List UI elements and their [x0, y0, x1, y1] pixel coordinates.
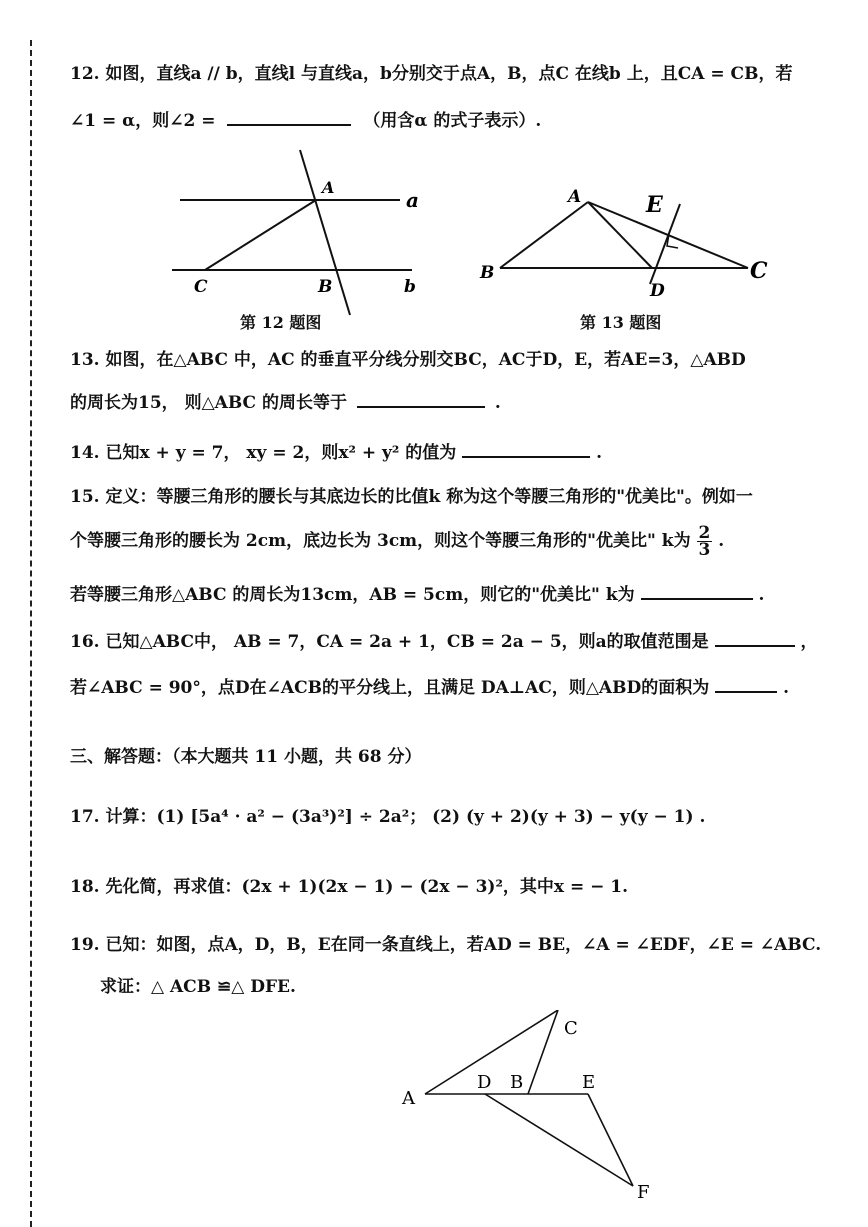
q15-frac-denominator: 3 [698, 540, 711, 560]
q19-label-A: A [402, 1088, 415, 1109]
q19-figure [390, 1010, 670, 1210]
q12-line2 [70, 106, 541, 133]
q13-line2-pre: 的周长为15， 则△ABC 的周长等于 [70, 393, 347, 413]
q13-answer-blank[interactable] [357, 388, 485, 408]
q16-line1-pre: 16. 已知△ABC中， AB = 7，CA = 2a + 1，CB = 2a − 5，则a的取值范围是 [70, 632, 709, 652]
q13-label-E: E [646, 192, 663, 218]
binding-margin-line [30, 40, 32, 1227]
q19-label-E: E [582, 1072, 596, 1093]
q19-label-C: C [564, 1018, 578, 1039]
q16-line1 [70, 627, 818, 654]
q12-caption: 第 12 题图 [240, 313, 322, 332]
q16-line1-post: ， [800, 632, 818, 652]
q15-line2-post: . [718, 531, 725, 551]
q13-label-B: B [480, 263, 495, 283]
q16-answer-blank-2[interactable] [715, 673, 777, 693]
q12-label-C: C [194, 277, 208, 297]
q16-line2-post: . [783, 678, 789, 698]
q19-label-F: F [637, 1182, 650, 1203]
q13-caption: 第 13 题图 [580, 313, 662, 332]
section3-title: 三、解答题：（本大题共 11 小题，共 68 分） [70, 747, 422, 767]
q19-segment-cb [528, 1010, 558, 1094]
q19-label-D: D [477, 1072, 492, 1093]
q12-figure [160, 145, 430, 320]
q16-line2 [70, 673, 789, 700]
q15-fraction [697, 525, 713, 558]
q12-label-a: a [406, 188, 419, 212]
q19-line2: 求证：△ ACB ≌△ DFE. [100, 977, 296, 997]
q14-line [70, 438, 602, 465]
q13-line2 [70, 388, 501, 415]
q12-segment-ca [205, 200, 316, 270]
q12-answer-blank[interactable] [227, 106, 351, 126]
q13-segment-ad [588, 202, 652, 268]
q15-line3-pre: 若等腰三角形△ABC 的周长为13cm，AB = 5cm，则它的"优美比" k为 [70, 585, 635, 605]
q12-line2-post: （用含α 的式子表示）. [363, 111, 542, 131]
q12-label-b: b [404, 277, 416, 297]
q15-line2 [70, 525, 724, 558]
q13-side-ab [500, 202, 588, 268]
q12-line1: 12. 如图，直线a // b，直线l 与直线a，b分别交于点A，B，点C 在线b 上，且CA = CB，若 [70, 64, 793, 84]
q13-label-D: D [650, 281, 665, 300]
q15-line3-post: . [758, 585, 765, 605]
q15-line2-pre: 个等腰三角形的腰长为 2cm，底边长为 3cm，则这个等腰三角形的"优美比" k为 [70, 531, 691, 551]
q19-label-B: B [510, 1072, 524, 1093]
q15-line1: 15. 定义：等腰三角形的腰长与其底边长的比值k 称为这个等腰三角形的"优美比"。例如一 [70, 487, 753, 507]
q13-label-A: A [568, 187, 582, 207]
q13-line2-post: . [494, 393, 501, 413]
q16-line2-pre: 若∠ABC = 90°，点D在∠ACB的平分线上，且满足 DA⊥AC，则△ABD的面积为 [70, 678, 710, 698]
q14-text-pre: 14. 已知x + y = 7， xy = 2，则x² + y² 的值为 [70, 443, 457, 463]
q15-frac-numerator: 2 [698, 523, 711, 543]
q14-text-post: . [596, 443, 603, 463]
q17-line: 17. 计算：(1) [5a⁴ · a² − (3a³)²] ÷ 2a²； (2) (y + 2)(y + 3) − y(y − 1) . [70, 807, 706, 827]
q14-answer-blank[interactable] [462, 438, 590, 458]
q12-label-B: B [318, 277, 333, 297]
q16-answer-blank-1[interactable] [715, 627, 795, 647]
q15-line3 [70, 580, 764, 607]
q19-segment-ac [425, 1010, 558, 1094]
q15-answer-blank[interactable] [641, 580, 753, 600]
q19-line1: 19. 已知：如图，点A，D，B，E在同一条直线上，若AD = BE，∠A = ∠EDF，∠E = ∠ABC. [70, 935, 822, 955]
q13-line1: 13. 如图，在△ABC 中，AC 的垂直平分线分别交BC，AC于D，E，若AE=3，△ABD [70, 350, 746, 370]
q12-label-A: A [322, 178, 335, 197]
q13-figure [470, 180, 780, 300]
q12-line2-pre: ∠1 = α，则∠2 = [70, 111, 216, 131]
q18-line: 18. 先化简，再求值：(2x + 1)(2x − 1) − (2x − 3)²，其中x = − 1. [70, 877, 629, 897]
q13-label-C: C [750, 258, 768, 284]
